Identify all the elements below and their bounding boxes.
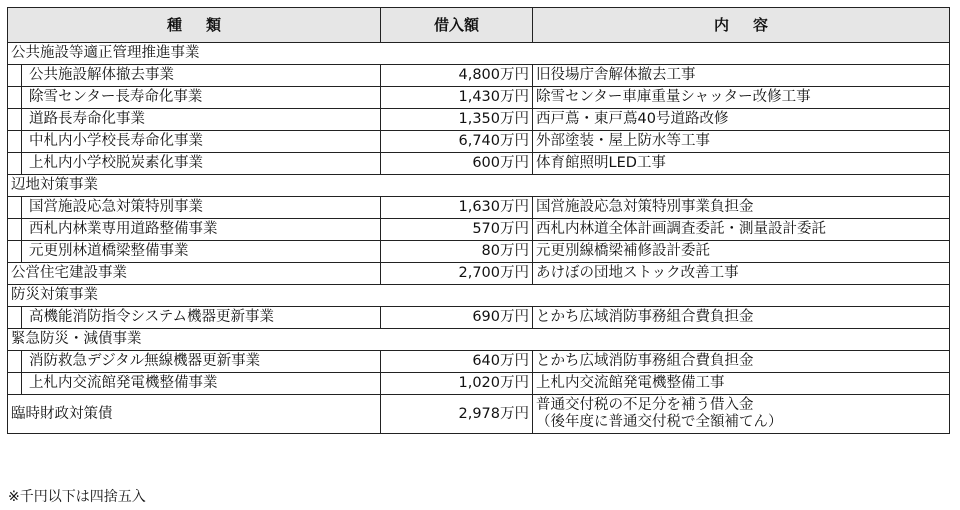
table-row	[8, 197, 950, 219]
borrowing-amount: 80万円	[381, 241, 533, 263]
table-row	[8, 329, 950, 351]
project-name: 西札内林業専用道路整備事業	[8, 219, 381, 241]
content-description: 外部塗装・屋上防水等工事	[533, 131, 950, 153]
category-label: 公共施設等適正管理推進事業	[8, 43, 950, 65]
table-row	[8, 351, 950, 373]
category-label: 防災対策事業	[8, 285, 950, 307]
borrowing-amount: 2,978万円	[381, 395, 533, 434]
table-row	[8, 153, 950, 175]
table-row	[8, 285, 950, 307]
project-name: 除雪センター長寿命化事業	[8, 87, 381, 109]
table-row	[8, 373, 950, 395]
project-name: 道路長寿命化事業	[8, 109, 381, 131]
table-body	[8, 43, 950, 434]
borrowing-amount: 1,630万円	[381, 197, 533, 219]
table-row	[8, 307, 950, 329]
table-row	[8, 43, 950, 65]
table-row	[8, 65, 950, 87]
project-name: 国営施設応急対策特別事業	[8, 197, 381, 219]
table-row	[8, 241, 950, 263]
table-row	[8, 263, 950, 285]
borrowing-amount: 1,430万円	[381, 87, 533, 109]
borrowing-amount: 1,020万円	[381, 373, 533, 395]
content-description: とかち広域消防事務組合費負担金	[533, 351, 950, 373]
description-line: （後年度に普通交付税で全額補てん）	[536, 414, 783, 430]
borrowing-amount: 570万円	[381, 219, 533, 241]
content-description: 旧役場庁舎解体撤去工事	[533, 65, 950, 87]
table-row	[8, 87, 950, 109]
table-header-row	[8, 8, 950, 43]
borrowing-table-container	[7, 7, 949, 434]
borrowing-amount: 6,740万円	[381, 131, 533, 153]
category-label: 公営住宅建設事業	[8, 263, 381, 285]
category-label: 臨時財政対策債	[8, 395, 381, 434]
content-description: 上札内交流館発電機整備工事	[533, 373, 950, 395]
project-name: 上札内小学校脱炭素化事業	[8, 153, 381, 175]
content-description: あけぼの団地ストック改善工事	[533, 263, 950, 285]
project-name: 高機能消防指令システム機器更新事業	[8, 307, 381, 329]
category-label: 辺地対策事業	[8, 175, 950, 197]
borrowing-amount: 690万円	[381, 307, 533, 329]
table-row	[8, 175, 950, 197]
project-name: 中札内小学校長寿命化事業	[8, 131, 381, 153]
project-name: 公共施設解体撤去事業	[8, 65, 381, 87]
header-amount: 借入額	[381, 8, 533, 43]
borrowing-amount: 4,800万円	[381, 65, 533, 87]
header-type: 種類	[8, 8, 381, 43]
content-description: とかち広域消防事務組合費負担金	[533, 307, 950, 329]
project-name: 元更別林道橋梁整備事業	[8, 241, 381, 263]
content-description: 国営施設応急対策特別事業負担金	[533, 197, 950, 219]
content-description: 元更別線橋梁補修設計委託	[533, 241, 950, 263]
borrowing-amount: 2,700万円	[381, 263, 533, 285]
borrowing-amount: 640万円	[381, 351, 533, 373]
content-description: 体育館照明LED工事	[533, 153, 950, 175]
content-description: 西札内林道全体計画調査委託・測量設計委託	[533, 219, 950, 241]
content-description: 西戸蔦・東戸蔦40号道路改修	[533, 109, 950, 131]
footnote: ※千円以下は四捨五入	[8, 489, 146, 505]
table-row	[8, 395, 950, 434]
borrowing-amount: 600万円	[381, 153, 533, 175]
content-description: 除雪センター車庫重量シャッター改修工事	[533, 87, 950, 109]
project-name: 上札内交流館発電機整備事業	[8, 373, 381, 395]
description-line: 普通交付税の不足分を補う借入金	[536, 397, 754, 413]
table-row	[8, 109, 950, 131]
borrowing-amount: 1,350万円	[381, 109, 533, 131]
table-row	[8, 131, 950, 153]
content-description	[533, 395, 950, 434]
borrowing-table	[7, 7, 950, 434]
table-row	[8, 219, 950, 241]
project-name: 消防救急デジタル無線機器更新事業	[8, 351, 381, 373]
header-content: 内容	[533, 8, 950, 43]
category-label: 緊急防災・減債事業	[8, 329, 950, 351]
